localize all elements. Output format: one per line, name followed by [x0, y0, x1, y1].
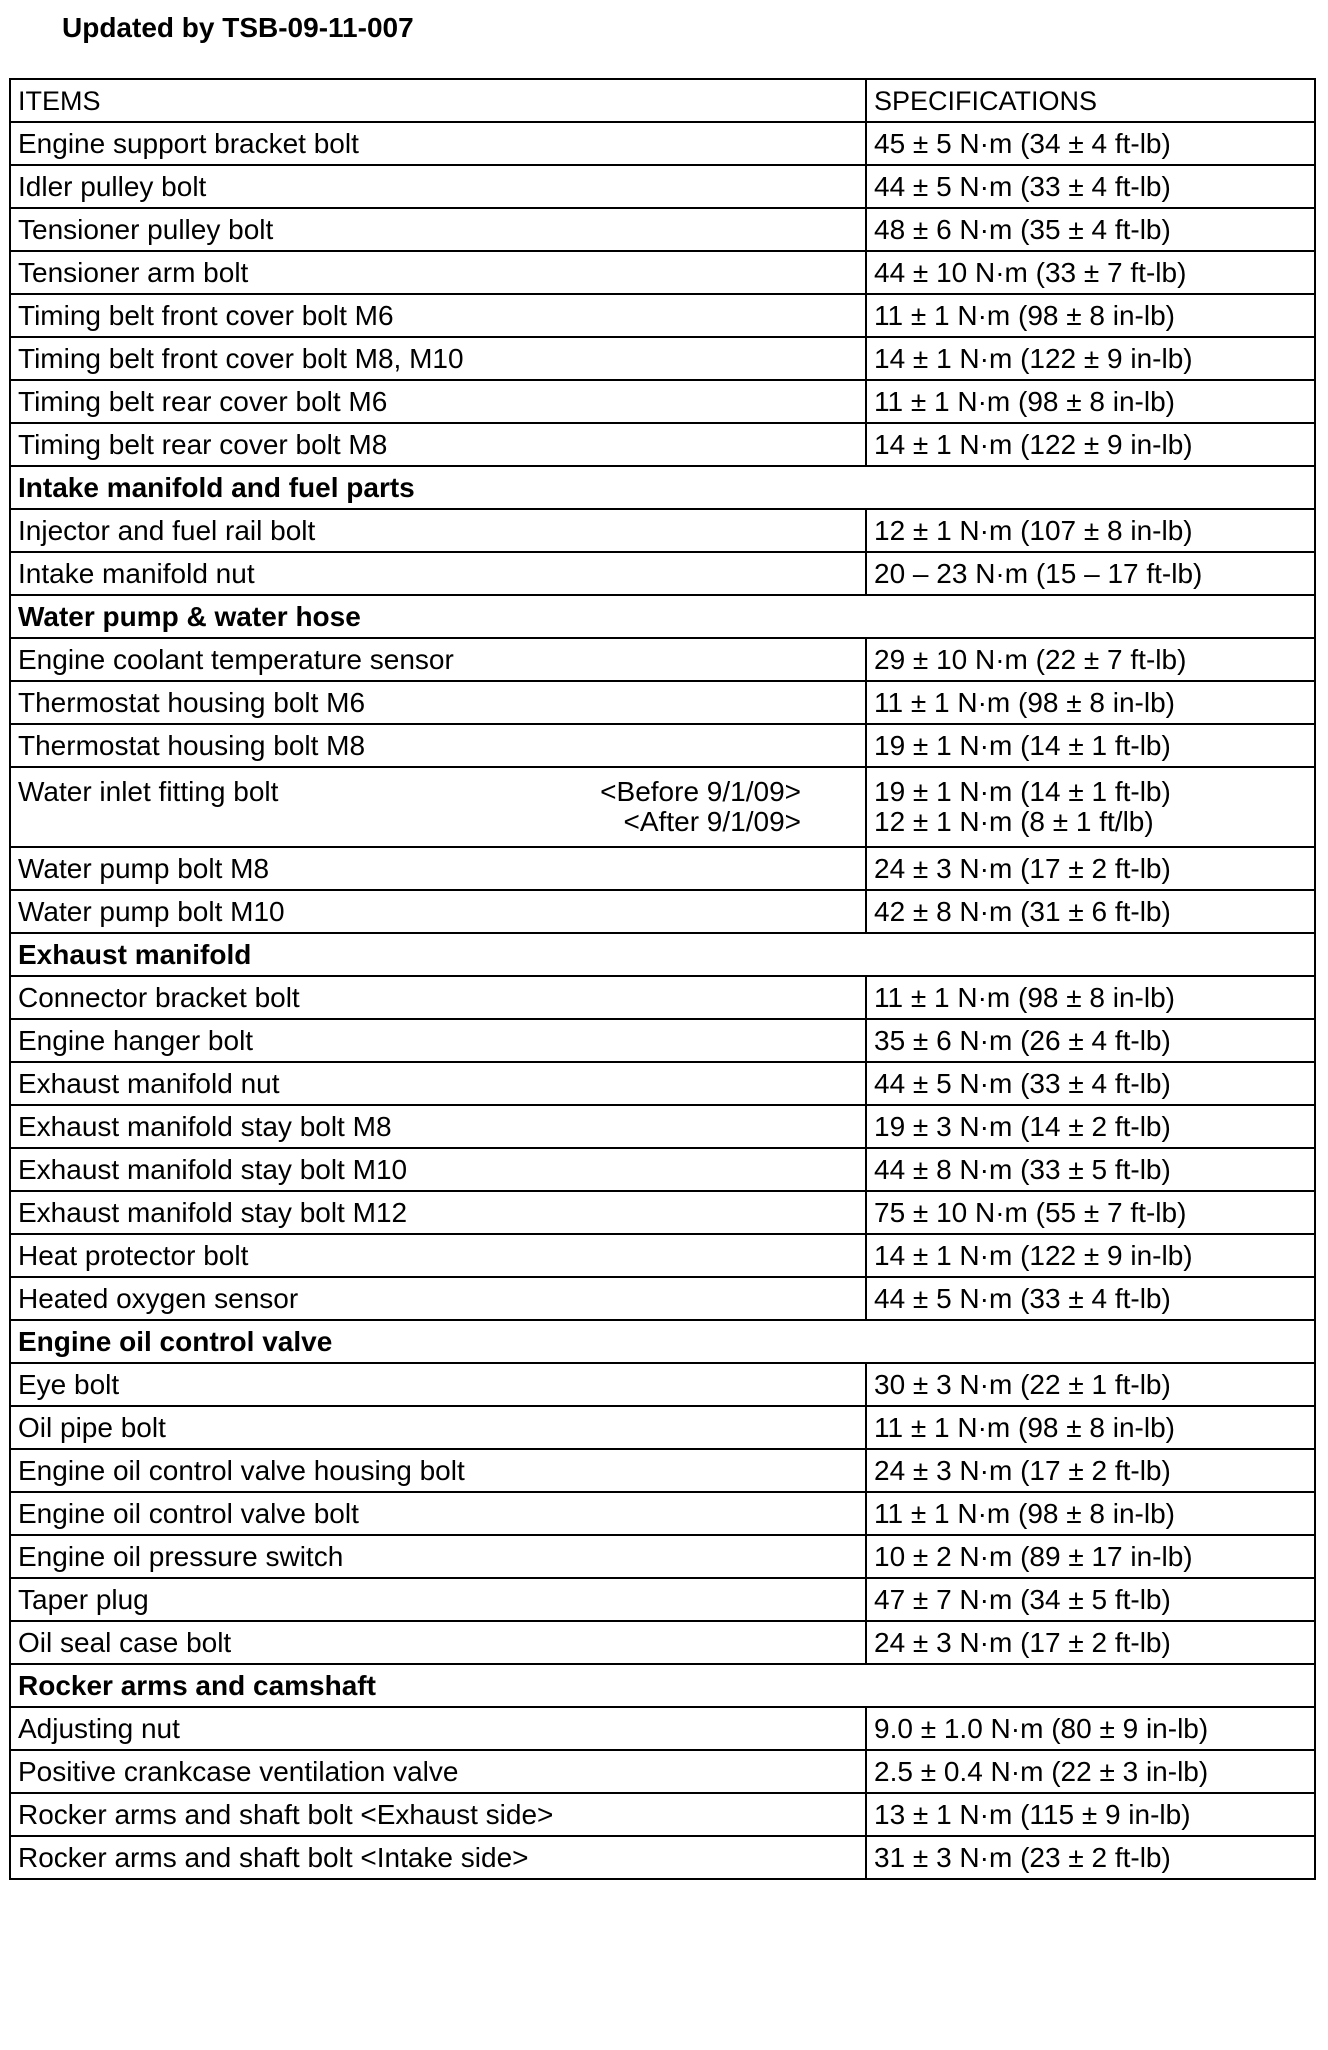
table-row — [10, 1363, 1315, 1406]
table-row — [10, 509, 1315, 552]
spec-value: 14 ± 1 N·m (122 ± 9 in-lb) — [866, 337, 1315, 380]
spec-value: 42 ± 8 N·m (31 ± 6 ft-lb) — [866, 890, 1315, 933]
item-name: Water pump bolt M10 — [10, 890, 866, 933]
spec-value: 19 ± 1 N·m (14 ± 1 ft-lb) — [866, 724, 1315, 767]
item-name: Engine oil pressure switch — [10, 1535, 866, 1578]
spec-value: 12 ± 1 N·m (8 ± 1 ft/lb) — [874, 806, 1154, 837]
item-cell — [10, 767, 866, 847]
item-name: Taper plug — [10, 1578, 866, 1621]
table-row — [10, 890, 1315, 933]
item-date-note: <After 9/1/09> — [623, 806, 801, 837]
spec-value: 10 ± 2 N·m (89 ± 17 in-lb) — [866, 1535, 1315, 1578]
spec-value: 30 ± 3 N·m (22 ± 1 ft-lb) — [866, 1363, 1315, 1406]
item-name: Heat protector bolt — [10, 1234, 866, 1277]
table-row — [10, 1793, 1315, 1836]
spec-cell — [866, 767, 1315, 847]
table-row — [10, 122, 1315, 165]
spec-value: 14 ± 1 N·m (122 ± 9 in-lb) — [866, 423, 1315, 466]
section-header-row — [10, 466, 1315, 509]
section-header-row — [10, 1320, 1315, 1363]
item-name: Timing belt front cover bolt M6 — [10, 294, 866, 337]
item-cell-content — [18, 777, 859, 837]
item-name: Exhaust manifold nut — [10, 1062, 866, 1105]
table-row — [10, 1105, 1315, 1148]
item-name: Connector bracket bolt — [10, 976, 866, 1019]
spec-value: 35 ± 6 N·m (26 ± 4 ft-lb) — [866, 1019, 1315, 1062]
spec-value: 11 ± 1 N·m (98 ± 8 in-lb) — [866, 681, 1315, 724]
table-row — [10, 1750, 1315, 1793]
spec-value: 24 ± 3 N·m (17 ± 2 ft-lb) — [866, 1621, 1315, 1664]
section-title: Engine oil control valve — [10, 1320, 1315, 1363]
section-title: Intake manifold and fuel parts — [10, 466, 1315, 509]
item-name: Exhaust manifold stay bolt M8 — [10, 1105, 866, 1148]
item-name: Water pump bolt M8 — [10, 847, 866, 890]
item-name: Tensioner arm bolt — [10, 251, 866, 294]
column-header-specifications: SPECIFICATIONS — [866, 79, 1315, 122]
spec-value: 44 ± 10 N·m (33 ± 7 ft-lb) — [866, 251, 1315, 294]
table-row — [10, 1148, 1315, 1191]
section-title: Rocker arms and camshaft — [10, 1664, 1315, 1707]
table-row — [10, 337, 1315, 380]
table-row — [10, 1492, 1315, 1535]
table-row — [10, 1578, 1315, 1621]
table-row — [10, 638, 1315, 681]
spec-value: 19 ± 3 N·m (14 ± 2 ft-lb) — [866, 1105, 1315, 1148]
table-row — [10, 208, 1315, 251]
table-row — [10, 423, 1315, 466]
item-name: Eye bolt — [10, 1363, 866, 1406]
item-name: Thermostat housing bolt M6 — [10, 681, 866, 724]
item-name: Exhaust manifold stay bolt M10 — [10, 1148, 866, 1191]
spec-value: 19 ± 1 N·m (14 ± 1 ft-lb) — [874, 776, 1171, 807]
spec-value: 45 ± 5 N·m (34 ± 4 ft-lb) — [866, 122, 1315, 165]
spec-value: 20 – 23 N·m (15 – 17 ft-lb) — [866, 552, 1315, 595]
table-header-row — [10, 79, 1315, 122]
table-row — [10, 1535, 1315, 1578]
item-name: Engine coolant temperature sensor — [10, 638, 866, 681]
item-name: Adjusting nut — [10, 1707, 866, 1750]
section-header-row — [10, 595, 1315, 638]
item-name: Idler pulley bolt — [10, 165, 866, 208]
spec-value: 44 ± 5 N·m (33 ± 4 ft-lb) — [866, 1062, 1315, 1105]
spec-value: 44 ± 5 N·m (33 ± 4 ft-lb) — [866, 1277, 1315, 1320]
document-heading: Updated by TSB-09-11-007 — [62, 12, 414, 43]
spec-value: 11 ± 1 N·m (98 ± 8 in-lb) — [866, 380, 1315, 423]
item-name: Timing belt rear cover bolt M6 — [10, 380, 866, 423]
spec-value: 24 ± 3 N·m (17 ± 2 ft-lb) — [866, 847, 1315, 890]
section-title: Exhaust manifold — [10, 933, 1315, 976]
table-row — [10, 294, 1315, 337]
table-row — [10, 1062, 1315, 1105]
table-row — [10, 1836, 1315, 1879]
item-name: Thermostat housing bolt M8 — [10, 724, 866, 767]
spec-value: 2.5 ± 0.4 N·m (22 ± 3 in-lb) — [866, 1750, 1315, 1793]
spec-value: 11 ± 1 N·m (98 ± 8 in-lb) — [866, 1492, 1315, 1535]
column-header-items: ITEMS — [10, 79, 866, 122]
spec-value: 29 ± 10 N·m (22 ± 7 ft-lb) — [866, 638, 1315, 681]
table-row — [10, 1621, 1315, 1664]
table-row — [10, 552, 1315, 595]
spec-value: 12 ± 1 N·m (107 ± 8 in-lb) — [866, 509, 1315, 552]
spec-value: 31 ± 3 N·m (23 ± 2 ft-lb) — [866, 1836, 1315, 1879]
item-name: Water inlet fitting bolt — [18, 776, 279, 807]
spec-value: 11 ± 1 N·m (98 ± 8 in-lb) — [866, 294, 1315, 337]
section-title: Water pump & water hose — [10, 595, 1315, 638]
section-header-row — [10, 1664, 1315, 1707]
table-row — [10, 1191, 1315, 1234]
spec-value: 44 ± 8 N·m (33 ± 5 ft-lb) — [866, 1148, 1315, 1191]
spec-value: 24 ± 3 N·m (17 ± 2 ft-lb) — [866, 1449, 1315, 1492]
spec-value: 48 ± 6 N·m (35 ± 4 ft-lb) — [866, 208, 1315, 251]
item-name: Timing belt rear cover bolt M8 — [10, 423, 866, 466]
item-name: Injector and fuel rail bolt — [10, 509, 866, 552]
spec-value: 75 ± 10 N·m (55 ± 7 ft-lb) — [866, 1191, 1315, 1234]
table-row — [10, 1707, 1315, 1750]
item-name: Exhaust manifold stay bolt M12 — [10, 1191, 866, 1234]
item-name: Timing belt front cover bolt M8, M10 — [10, 337, 866, 380]
spec-value: 47 ± 7 N·m (34 ± 5 ft-lb) — [866, 1578, 1315, 1621]
item-name: Rocker arms and shaft bolt <Exhaust side> — [10, 1793, 866, 1836]
section-header-row — [10, 933, 1315, 976]
table-row — [10, 1019, 1315, 1062]
spec-value: 13 ± 1 N·m (115 ± 9 in-lb) — [866, 1793, 1315, 1836]
item-date-note: <Before 9/1/09> — [600, 776, 801, 807]
torque-spec-table — [9, 78, 1316, 1880]
table-row — [10, 251, 1315, 294]
item-name: Intake manifold nut — [10, 552, 866, 595]
item-name: Tensioner pulley bolt — [10, 208, 866, 251]
spec-value: 14 ± 1 N·m (122 ± 9 in-lb) — [866, 1234, 1315, 1277]
item-date-notes — [600, 777, 801, 837]
table-row — [10, 1277, 1315, 1320]
item-name: Heated oxygen sensor — [10, 1277, 866, 1320]
table-row — [10, 380, 1315, 423]
table-row — [10, 1234, 1315, 1277]
table-row — [10, 1406, 1315, 1449]
table-row — [10, 724, 1315, 767]
item-name: Engine oil control valve bolt — [10, 1492, 866, 1535]
spec-value: 9.0 ± 1.0 N·m (80 ± 9 in-lb) — [866, 1707, 1315, 1750]
table-body — [10, 79, 1315, 1879]
item-name: Oil seal case bolt — [10, 1621, 866, 1664]
item-name: Engine support bracket bolt — [10, 122, 866, 165]
table-row — [10, 1449, 1315, 1492]
table-row — [10, 767, 1315, 847]
spec-value: 11 ± 1 N·m (98 ± 8 in-lb) — [866, 1406, 1315, 1449]
item-name: Positive crankcase ventilation valve — [10, 1750, 866, 1793]
item-name: Oil pipe bolt — [10, 1406, 866, 1449]
table-row — [10, 847, 1315, 890]
item-name: Engine oil control valve housing bolt — [10, 1449, 866, 1492]
table-row — [10, 681, 1315, 724]
spec-value: 44 ± 5 N·m (33 ± 4 ft-lb) — [866, 165, 1315, 208]
item-name: Engine hanger bolt — [10, 1019, 866, 1062]
item-name: Rocker arms and shaft bolt <Intake side> — [10, 1836, 866, 1879]
spec-values — [874, 777, 1308, 837]
table-row — [10, 165, 1315, 208]
spec-value: 11 ± 1 N·m (98 ± 8 in-lb) — [866, 976, 1315, 1019]
table-row — [10, 976, 1315, 1019]
